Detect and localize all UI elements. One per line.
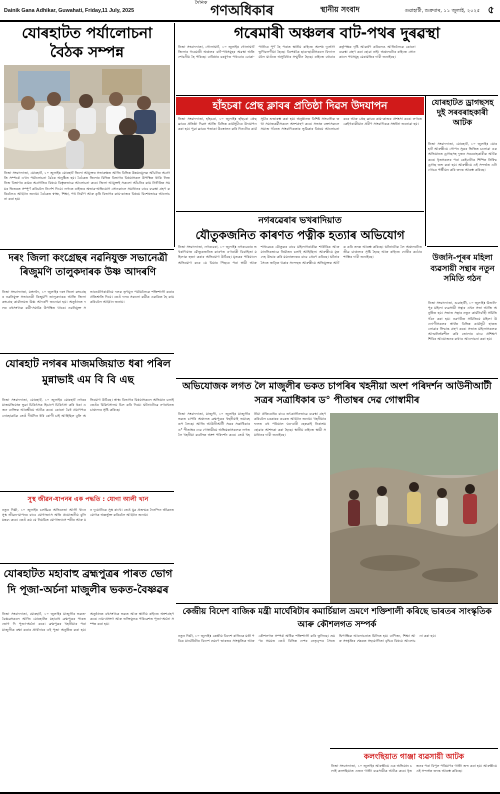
headline-text: দৰং জিলা কংগ্ৰেছৰ নৱনিযুক্ত সভানেত্ৰী ৰিজুমণি তালুকদাৰক উষ্ণ আদৰণি <box>8 253 168 278</box>
headline-text: যোৰহাটত ড্ৰাগছসহ দুই সৰবৰাহকাৰী আটক <box>431 98 494 127</box>
headline: হাঁহচৰা প্ৰেছ ক্লাবৰ প্ৰতিষ্ঠা দিৱস উদযাপন <box>212 100 388 112</box>
headline: সুস্থ জীৱন-যাপনৰ এক পদ্ধতি : যোগা আলী খান <box>27 496 149 503</box>
article-majuli-erosion <box>176 379 498 603</box>
erosion-photo-image <box>330 413 498 603</box>
article-body: নিজা সংবাদদাতা, গুৱাহাটী, ১০ জুলাইঃ উজনি-পূৰ মহিলা ব্যৱসায়ী সন্থাৰ এখন সভা আজি অনুষ্ঠিত হয়। সভাত সন্থাৰ নতুন কাৰ্যনিৰ্বাহী সমিতি গঠন কৰা হয়। নৱগঠিত সমিতিয়ে মহিলা উদ্যোগীসকলৰ স্বাৰ্থত বিভিন্ন কাৰ্যসূচী হাতত লোৱাৰ সিদ্ধান্ত গ্ৰহণ কৰে। সভাত মহিলাসকলক আত্মনিৰ্ভৰশীল কৰি তোলাৰ বাবে প্ৰশিক্ষণ শিবিৰ আয়োজনৰ কথাও আলোচনা কৰা হয়। <box>428 301 497 342</box>
article-body: নিজা সংবাদদাতা, যোৰহাট, ১০ জুলাইঃ যোৰহাট জিলা আয়ুক্তৰ সভাকক্ষত আজি বিভিন্ন উন্নয়নমূলক আঁচনিৰ অগ্ৰগতি সম্পৰ্কে এখন পৰ্যালোচনা বৈঠক অনুষ্ঠিত হয়। বৈঠকত জিলাৰ বিভিন্ন বিভাগৰ বিষয়াসকল উপস্থিত থাকি নিজ নিজ বিভাগৰ কামৰ অগ্ৰগতিৰ বিষয়ে বিস্তৃতভাৱে আলোচনা কৰে। জিলা আয়ুক্তই সকলো আঁচনিৰ কাম নিৰ্ধাৰিত সময়ৰ ভিতৰত সম্পূৰ্ণ কৰিবলৈ নিৰ্দেশ দিয়ে। লগতে ৰাইজৰ অভাৱ-অভিযোগ সোনকালে সমাধানৰ বাবে ব্যৱস্থা গ্ৰহণ কৰিবলৈও আহ্বান জনায়। বৈঠকত স্বাস্থ্য, শিক্ষা, পথ নিৰ্মাণ আৰু কৃষি বিভাগৰ কাম-কাজৰ বিষয়ে বিশেষভাৱে আলোচনা কৰা হয়। <box>4 171 170 202</box>
brand-small: দৈনিক <box>194 0 208 6</box>
article-jorhat-drugs <box>427 96 498 246</box>
headline <box>176 606 498 632</box>
headline-text: উজনি-পূৰৰ মহিলা ব্যৱসায়ী সন্থাৰ নতুন সমিতি গঠন <box>430 253 495 283</box>
masthead <box>0 0 500 20</box>
headline-text: যোৰহাটত মহাবাহু ব্ৰহ্মপুত্ৰৰ পাৰত ভোগ দি পূজা-অৰ্চনা মাজুলীৰ ভকত-বৈষ্ণৱৰ <box>3 568 173 596</box>
press-club-banner <box>176 97 424 115</box>
article-body: নিজা সংবাদদাতা, ১০ জুলাইঃ আৰক্ষীয়ে এক অভিযান চলাই কলংছিয়াত এজন গাঞ্জা ব্যৱসায়ীক আটক কৰে। ধৃতজনৰ পৰা বিপুল পৰিমাণৰ গাঞ্জা জব্দ কৰা হয়। আৰক্ষীয়ে এই সন্দৰ্ভত তদন্ত আৰম্ভ কৰিছে। <box>331 764 497 774</box>
article-body: নিজা সংবাদদাতা, যোৰহাট, ১০ জুলাইঃ মাজুলীৰ ভকত-বৈষ্ণৱসকলে আজি যোৰহাটত মহাবাহু ব্ৰহ্মপুত্ৰৰ পাৰত ভোগ দি পূজা-অৰ্চনা কৰে। ব্ৰহ্মপুত্ৰৰ খহনীয়াৰ পৰা মাজুলীক ৰক্ষা কৰাৰ প্ৰাৰ্থনাৰে এই পূজা অনুষ্ঠিত কৰা হয়। অনুষ্ঠানত বহুসংখ্যক ভকত আৰু স্থানীয় ৰাইজে অংশগ্ৰহণ কৰে। নাম-প্ৰসংগ আৰু ভক্তিমূলক পৰিৱেশত পূজা-অৰ্চনা সম্পন্ন কৰা হয়। <box>2 612 174 632</box>
headline: কলংছিয়াত গাঞ্জা ব্যৱসায়ী আটক <box>363 752 465 761</box>
headline <box>2 252 174 288</box>
brand-logo: গণঅধিকাৰ <box>210 3 274 19</box>
headline <box>427 253 498 299</box>
meeting-photo-image <box>4 65 170 169</box>
article-garemari-roads <box>176 23 498 95</box>
continued-body <box>178 749 328 792</box>
headline <box>2 356 174 396</box>
headline <box>427 98 498 140</box>
headline: যৌতুকজনিত কাৰণত পত্নীক হত্যাৰ অভিযোগ <box>195 228 405 242</box>
meeting-photo <box>4 65 170 169</box>
brand-name <box>178 2 306 20</box>
section-label: স্থানীয় সংবাদ <box>320 5 360 14</box>
article-press-club <box>176 96 424 211</box>
article-body: নিজা সংবাদদাতা, হাঁহচৰা, ১০ জুলাইঃ হাঁহচৰা প্ৰেছ ক্লাবৰ প্ৰতিষ্ঠা দিৱস আজি বিভিন্ন কাৰ্যসূচীৰে উদযাপন কৰা হয়। পুৱা ক্লাবৰ পতাকা উত্তোলন কৰি দিনটোৰ কাৰ্যসূচীৰ শুভাৰম্ভ কৰা হয়। অনুষ্ঠানত বিশিষ্ট সাংবাদিক তথা সমাজকৰ্মীসকলে অংশগ্ৰহণ কৰে। সভাত বক্তাসকলে সমাজ গঠনত সাংবাদিকতাৰ ভূমিকাৰ বিষয়ে আলোচনা কৰে আৰু প্ৰেছ ক্লাবৰ কাম-কাজৰ প্ৰশংসা কৰে। লগতে কেইগৰাকীমান প্ৰবীণ সাংবাদিকক সম্বৰ্ধনা জনোৱা হয়। <box>178 117 422 132</box>
article-body: নিজা সংবাদদাতা, গোলাঘাট, ১০ জুলাইঃ গোলাঘাট জিলাৰ গৰেমাৰী অঞ্চলৰ বাট-পথসমূহৰ অৱস্থা অতি শোচনীয় হৈ পৰিছে। বাৰিষাৰ বৰষুণত পথবোৰ বোকা-পানীৰে পূৰ্ণ হৈ পৰাত স্থানীয় ৰাইজে অশেষ দুৰ্ভোগ ভুগিবলগীয়া হৈছে। বিশেষকৈ ছাত্ৰ-ছাত্ৰীসকলে বিদ্যালয়লৈ যাওঁতে অসুবিধাৰ সন্মুখীন হৈছে। ৰাইজে বহুবাৰ কৰ্তৃপক্ষৰ দৃষ্টি আকৰ্ষণ কৰিলেও আজিলৈকে কোনো ব্যৱস্থা গ্ৰহণ কৰা হোৱা নাই। অঞ্চলটোৰ ৰাইজে সোনকালে পথসমূহ মেৰামতিৰ দাবী জনাইছে। <box>178 45 416 60</box>
paper-info: Dainik Gana Adhikar, Guwahati, Friday,11 July, 2025 <box>4 8 135 14</box>
article-yoga <box>2 492 174 562</box>
article-body: নতুন দিল্লী, ১০ জুলাইঃ কেন্দ্ৰীয় বিদেশ ৰাজ্যিক মন্ত্ৰী পবিত্ৰ মাৰ্ঘেৰিটাৰ বিদেশ ভ্ৰমণে ভাৰতৰ সাংস্কৃতিক আৰু কৌশলগত সম্পৰ্ক অধিক শক্তিশালী কৰি তুলিছে। ভ্ৰমণৰ সময়ত তেওঁ বিভিন্ন দেশৰ নেতৃবৃন্দৰ সৈতে দ্বিপাক্ষিক আলোচনাত মিলিত হয়। বাণিজ্য, শিক্ষা আৰু সংস্কৃতিৰ ক্ষেত্ৰত সহযোগিতা বৃদ্ধিৰ বিষয়ে আলোচনা কৰা হয়। <box>178 634 436 644</box>
article-body: নতুন দিল্লী, ১০ জুলাইঃ চলচ্চিত্ৰ অভিনেতা আলী খানে সুস্থ জীৱন-যাপনৰ বাবে যোগাভ্যাস অতি প্ৰয়োজনীয় বুলি মন্তব্য কৰে। তেওঁ কয় যে নিয়মিত যোগাভ্যাসে শৰীৰ আৰু মন দুয়োটাকে সুস্থ ৰাখে। তেওঁ যুৱ প্ৰজন্মক দৈনন্দিন জীৱনত যোগক অন্তৰ্ভুক্ত কৰিবলৈ আহ্বান জনায়। <box>2 508 174 523</box>
article-women-entrepreneurs <box>427 247 498 378</box>
article-darrang-congress <box>2 250 174 352</box>
article-jorhat-review <box>2 23 172 249</box>
article-body: নিজা সংবাদদাতা, যোৰহাট, ১০ জুলাইঃ যোৰহাট নগৰৰ মাজমজিয়াত ভুৱা চিকিৎসক হিচাপে চিকিৎসা কৰি থকা এজন ব্যক্তিক আৰক্ষীয়ে আটক কৰে। কোনো বৈধ প্ৰমাণপত্ৰ নোহোৱাকৈ তেওঁ দীৰ্ঘদিন ধৰি ৰোগী চাই আহিছিল বুলি অভিযোগ উঠিছে। স্বাস্থ্য বিভাগৰ বিষয়াসকলে অভিযান চলাই তেওঁৰ চিকিৎসালয় চিল কৰি দিয়ে। ঘটনাটোৱে নগৰখনত চাঞ্চল্যৰ সৃষ্টি কৰিছে। <box>2 398 174 418</box>
article-ganja-trader <box>330 749 498 792</box>
article-body: নিজা সংবাদদাতা, যোৰহাট, ১০ জুলাইঃ যোৰহাট আৰক্ষীয়ে গোপন সূত্ৰৰ ভিত্তিত চলোৱা এক অভিযানত ড্ৰাগছসহ দুজন সৰবৰাহকাৰীক আটক কৰে। ধৃতসকলৰ পৰা কেইবাটাও শিশিত নিষিদ্ধ ড্ৰাগছ জব্দ কৰা হয়। আৰক্ষীয়ে এই সন্দৰ্ভত এটা গোচৰ পঞ্জীয়ন কৰি তদন্ত আৰম্ভ কৰিছে। <box>428 142 497 173</box>
article-body: নিজা সংবাদদাতা, নগৰবেৰা, ১০ জুলাইঃ নগৰবেৰাৰ ভখৰাদিয়াত যৌতুকজনিত কাৰণত এগৰাকী বিবাহিতা মহিলাক হত্যা কৰাৰ অভিযোগ উঠিছে। মৃতকৰ পৰিয়ালে অভিযোগ কৰে যে বিয়াৰ পিছৰে পৰা স্বামী আৰু শাহুৱেকে যৌতুকৰ বাবে মহিলাগৰাকীক শাৰীৰিক আৰু মানসিকভাৱে নিৰ্যাতন চলাই আহিছিল। আৰক্ষীয়ে মৃতদেহ উদ্ধাৰ কৰি ময়নাতদন্তৰ বাবে প্ৰেৰণ কৰিছে। ঘটনাৰ সৈতে জড়িত থকাৰ সন্দেহত আৰক্ষীয়ে অভিযুক্তক আটক কৰি তদন্ত আৰম্ভ কৰিছে। ঘটনাটোক লৈ অঞ্চলটোত তীব্ৰ চাঞ্চল্যৰ সৃষ্টি হৈছে আৰু ৰাইজে দোষীৰ কঠোৰ শাস্তিৰ দাবী জনাইছে। <box>178 245 422 265</box>
erosion-photo <box>330 413 498 603</box>
page-number: ৫ <box>487 5 495 16</box>
article-fake-doctor <box>2 354 174 490</box>
article-body: নিজা সংবাদদাতা, মাজুলী, ১০ জুলাইঃ মাজুলীৰ ভকত চাপৰি অঞ্চলত ব্ৰহ্মপুত্ৰৰ খহনীয়াই ভয়াবহ ৰূপ লৈছে। আজি আউনীআটী সত্ৰৰ সত্ৰাধিকাৰ ড° পীতাম্বৰ দেৱ গোস্বামীয়ে অভিযন্তাসকলক লগত লৈ খহনীয়া কবলিত অংশ পৰিদৰ্শন কৰে। তেওঁ খহনীয়া প্ৰতিৰোধৰ বাবে তৎকালীনভাৱে ব্যৱস্থা গ্ৰহণ কৰিবলৈ চৰকাৰৰ ওচৰত আহ্বান জনায়। খহনীয়াৰ ফলত বহু পৰিয়াল ঘৰ-বাৰী হেৰুৱাই নিৰাশ্ৰয় হোৱাৰ আশংকা কৰা হৈছে। স্থানীয় ৰাইজে স্থায়ী সমাধানৰ দাবী জনাইছে। <box>178 412 326 437</box>
headline <box>2 566 174 610</box>
page-date: গুৱাহাটী, শুক্ৰবাৰ, ১১ জুলাই, ২০২৫ <box>404 8 480 14</box>
article-brahmaputra-puja <box>2 564 174 792</box>
article-foreign-minister <box>176 604 498 748</box>
kicker: নগৰৱেৰাৰ ভখৰাদিয়াত <box>258 216 342 226</box>
article-dowry-murder <box>176 212 424 378</box>
headline-text: যোৰহাট নগৰৰ মাজমজিয়াত ধৰা পৰিল মুন্নাভাই এম বি বি এছ <box>5 358 171 386</box>
article-body: নিজা সংবাদদাতা, মঙ্গলদৈ, ১০ জুলাইঃ দৰং জিলা কংগ্ৰেছৰ নৱনিযুক্ত সভানেত্ৰী ৰিজুমণি তালুকদাৰক আজি জিলা কংগ্ৰেছ কাৰ্যালয়ত উষ্ণ আদৰণি জনোৱা হয়। অনুষ্ঠানত দলৰ বহুসংখ্যক কৰ্মী-সমৰ্থক উপস্থিত থাকে। নৱনিযুক্ত সভানেত্ৰীগৰাকীয়ে দলক তৃণমূল পৰ্যায়লৈকে শক্তিশালী কৰাৰ প্ৰতিশ্ৰুতি দিয়ে। তেওঁ দলৰ সকলো কৰ্মীক একত্ৰিত হৈ কাম কৰিবলৈ আহ্বান জনায়। <box>2 290 174 310</box>
headline <box>2 23 172 63</box>
headline-text: কেন্দ্ৰীয় বিদেশ বাজিক মন্ত্ৰী মাৰ্ঘেৰিটাৰ কমাৰ্চিয়াল ভ্ৰমণে শক্তিশালী কৰিছে ভাৰতৰ সাংস্কৃতিক আৰু কৌশলগত সম্পৰ্ক <box>182 607 492 630</box>
headline-text: অভিযোজক লগত লৈ মাজুলীৰ ভকত চাপৰিৰ খহনীয়া অংশ পৰিদৰ্শন আউনীআটী সত্ৰৰ সত্ৰাধিকাৰ ড° পীতাম্বৰ দেৱ গোস্বামীৰ <box>182 381 492 406</box>
headline <box>176 380 498 410</box>
headline-text: যোৰহাটত পৰ্যালোচনা বৈঠক সম্পন্ন <box>21 24 153 61</box>
headline: গৰেমাৰী অঞ্চলৰ বাট-পথৰ দুৰৱস্থা <box>234 24 440 42</box>
